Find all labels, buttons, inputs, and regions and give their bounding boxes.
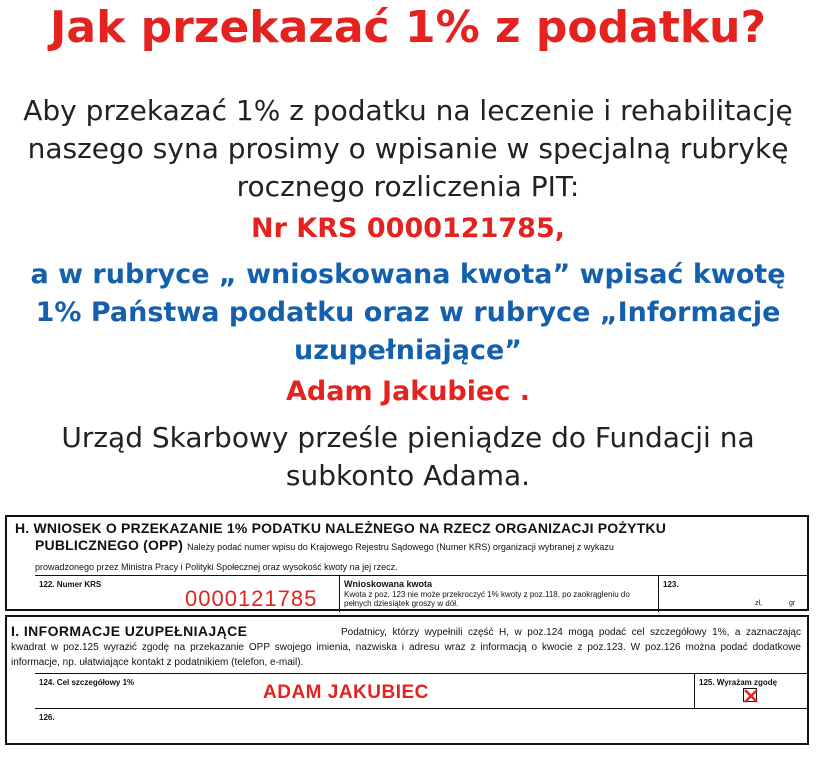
checked-x-icon xyxy=(744,689,758,703)
page-title: Jak przekazać 1% z podatku? xyxy=(50,2,766,53)
section-h-title-line1: H. WNIOSEK O PRZEKAZANIE 1% PODATKU NALEŻNEGO NA RZECZ ORGANIZACJI POŻYTKU xyxy=(15,520,667,536)
section-i-text xyxy=(11,625,801,670)
section-i-fields xyxy=(35,673,809,709)
pit-form-excerpt xyxy=(5,515,811,745)
field-122-krs[interactable] xyxy=(35,576,340,612)
field-122-value: 0000121785 xyxy=(185,586,318,611)
krs-number-line: Nr KRS 0000121785, xyxy=(251,213,565,244)
consent-checkbox[interactable] xyxy=(743,688,757,702)
kwota-label: Wnioskowana kwota xyxy=(344,579,433,589)
field-124-label: 124. Cel szczegółowy 1% xyxy=(39,678,135,687)
field-124-goal[interactable] xyxy=(35,674,695,708)
field-124-value: ADAM JAKUBIEC xyxy=(263,682,429,703)
instruction-text: a w rubryce „ wnioskowana kwota” wpisać kwotę 1% Państwa podatku oraz w rubryce „Informacje uzupełniające” xyxy=(30,259,786,366)
field-125-consent xyxy=(695,674,809,708)
outro-text: Urząd Skarbowy prześle pieniądze do Fundacji na subkonto Adama. xyxy=(61,421,755,492)
section-h-note-cont: prowadzonego przez Ministra Pracy i Polityki Społecznej oraz wysokość kwoty na jej rzecz. xyxy=(35,562,398,572)
section-h-fields xyxy=(35,575,809,611)
section-i-title: I. INFORMACJE UZUPEŁNIAJĄCE xyxy=(11,623,248,639)
intro-text: Aby przekazać 1% z podatku na leczenie i rehabilitację naszego syna prosimy o wpisanie w specjalną rubrykę rocznego rozliczenia PIT: xyxy=(23,94,793,203)
kwota-description: Kwota z poz. 123 nie może przekroczyć 1% kwoty z poz.118, po zaokrągleniu do pełnych dziesiątek groszy w dół. xyxy=(344,590,630,608)
field-122-label: 122. Numer KRS xyxy=(39,580,102,589)
section-i-description: Podatnicy, którzy wypełnili część H, w poz.124 mogą podać cel szczegółowy 1%, a zaznaczając kwadrat w poz.125 wyrazić zgodę na przekazanie OPP swojego imienia, nazwiska i adresu wraz z informacją o kwocie z poz.123. W poz.126 można podać dodatkowe informacje, np. ułatwiające kontakt z podatnikiem (telefon, e-mail). xyxy=(11,627,801,668)
field-123-zl: zł, xyxy=(755,600,762,607)
field-125-label: 125. Wyrażam zgodę xyxy=(699,678,778,687)
section-h xyxy=(5,515,809,611)
field-126-extra[interactable] xyxy=(35,709,809,743)
field-123-label: 123. xyxy=(663,580,679,589)
field-123-gr: gr xyxy=(789,600,796,607)
section-h-note: Należy podać numer wpisu do Krajowego Rejestru Sądowego (Numer KRS) organizacji wybranej z wykazu xyxy=(187,542,614,552)
section-h-title xyxy=(15,520,805,556)
section-i xyxy=(5,615,809,745)
field-kwota xyxy=(340,576,659,612)
field-123-amount[interactable] xyxy=(659,576,809,612)
recipient-name: Adam Jakubiec . xyxy=(286,376,530,407)
section-h-title-line2: PUBLICZNEGO (OPP) xyxy=(35,537,184,553)
field-126-label: 126. xyxy=(39,713,55,722)
section-i-title-spacer xyxy=(11,625,341,639)
